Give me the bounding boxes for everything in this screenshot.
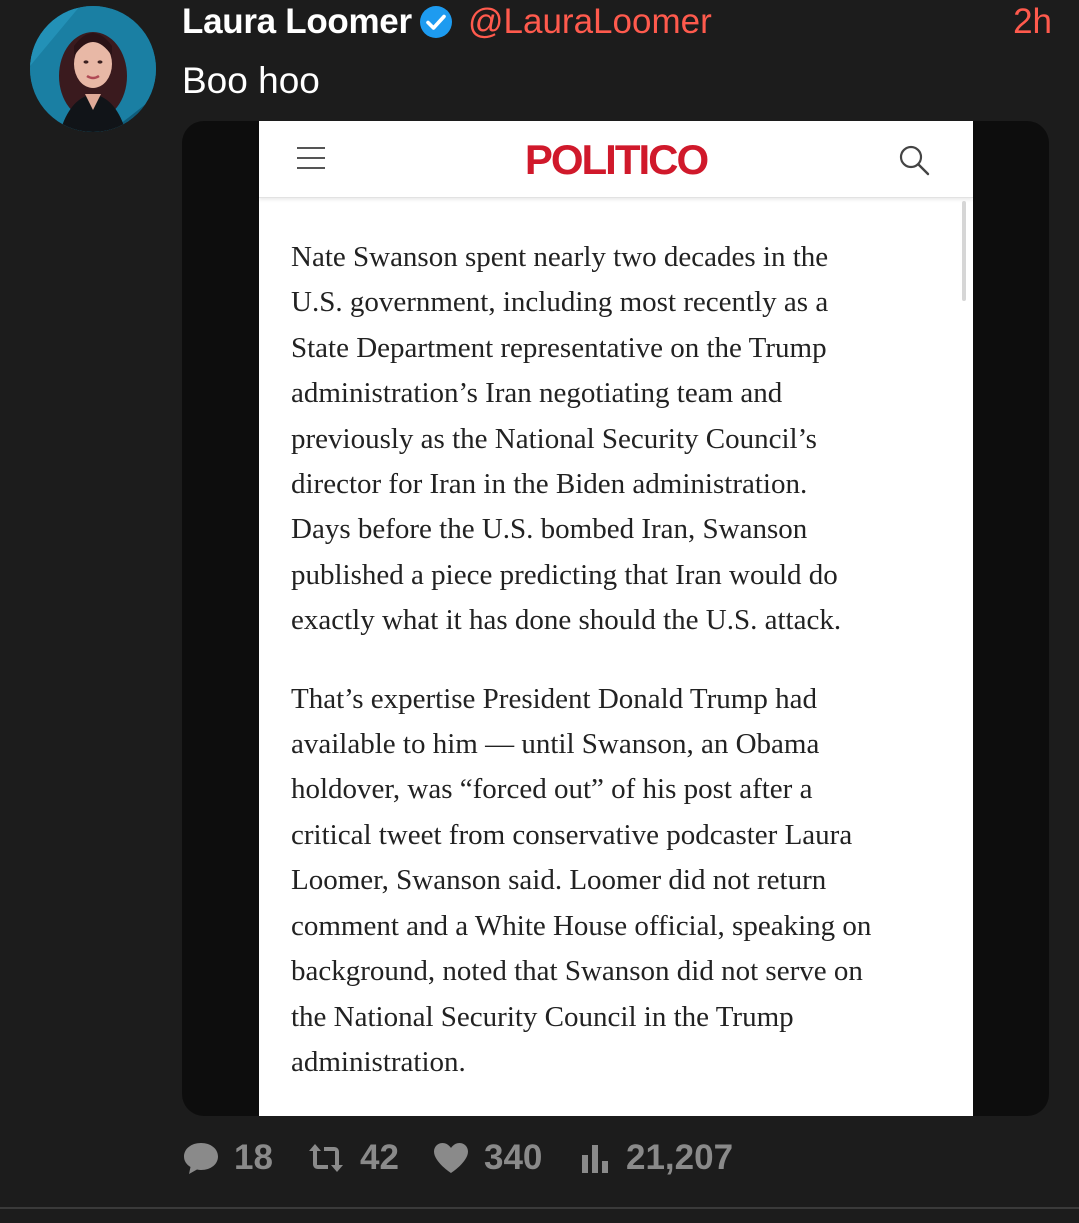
article-line: Nate Swanson spent nearly two decades in the <box>291 241 829 273</box>
reply-count: 18 <box>234 1138 273 1177</box>
article-line: background, noted that Swanson did not serve on <box>291 955 863 988</box>
user-handle[interactable]: @LauraLoomer <box>468 2 712 41</box>
post-timestamp[interactable]: 2h <box>1013 2 1052 41</box>
divider <box>0 1207 1079 1209</box>
article-line: the National Security Council in the Trump <box>291 1000 794 1033</box>
politico-logo: POLITICO <box>524 136 708 183</box>
article-line: holdover, was “forced out” of his post after a <box>291 773 813 806</box>
avatar[interactable] <box>30 6 156 132</box>
article-line: Loomer, Swanson said. Loomer did not return <box>291 864 827 897</box>
article-line: exactly what it has done should the U.S. attack. <box>291 604 842 637</box>
display-name[interactable]: Laura Loomer <box>182 2 412 41</box>
article-line: previously as the National Security Council’s <box>291 422 817 455</box>
like-count: 340 <box>484 1138 543 1177</box>
article-screenshot <box>259 121 973 1116</box>
article-line: U.S. government, including most recently as a <box>291 286 829 319</box>
like-button[interactable] <box>432 1136 542 1180</box>
search-icon <box>897 143 931 177</box>
views-button[interactable] <box>580 1136 733 1180</box>
article-line: director for Iran in the Biden administration. <box>291 468 808 501</box>
post-media[interactable] <box>182 121 1049 1116</box>
reply-icon <box>182 1140 220 1176</box>
article-line: critical tweet from conservative podcaster Laura <box>291 818 853 851</box>
article-paragraph <box>291 235 941 644</box>
article-line: State Department representative on the Trump <box>291 331 827 364</box>
repost-count: 42 <box>360 1138 399 1177</box>
post-text: Boo hoo <box>182 60 320 101</box>
avatar-image <box>30 6 156 132</box>
views-chart-icon <box>580 1141 612 1175</box>
article-line: administration. <box>291 1045 466 1078</box>
repost-icon <box>306 1140 346 1176</box>
article-line: comment and a White House official, speaking on <box>291 909 872 942</box>
article-paragraph <box>291 677 941 1086</box>
article-line: available to him — until Swanson, an Obama <box>291 728 820 761</box>
article-line: published a piece predicting that Iran would do <box>291 558 838 591</box>
article-line: That’s expertise President Donald Trump had <box>291 682 817 715</box>
view-count: 21,207 <box>626 1138 734 1177</box>
article-topbar <box>259 121 973 198</box>
article-body <box>291 235 941 1116</box>
action-bar <box>182 1136 882 1180</box>
article-line: administration’s Iran negotiating team and <box>291 377 783 410</box>
repost-button[interactable] <box>306 1136 399 1180</box>
verified-check-icon <box>418 4 454 40</box>
article-line: Days before the U.S. bombed Iran, Swanson <box>291 513 808 546</box>
post-header <box>182 0 1052 50</box>
scrollbar <box>962 201 966 301</box>
heart-icon <box>432 1141 470 1175</box>
reply-button[interactable] <box>182 1136 273 1180</box>
